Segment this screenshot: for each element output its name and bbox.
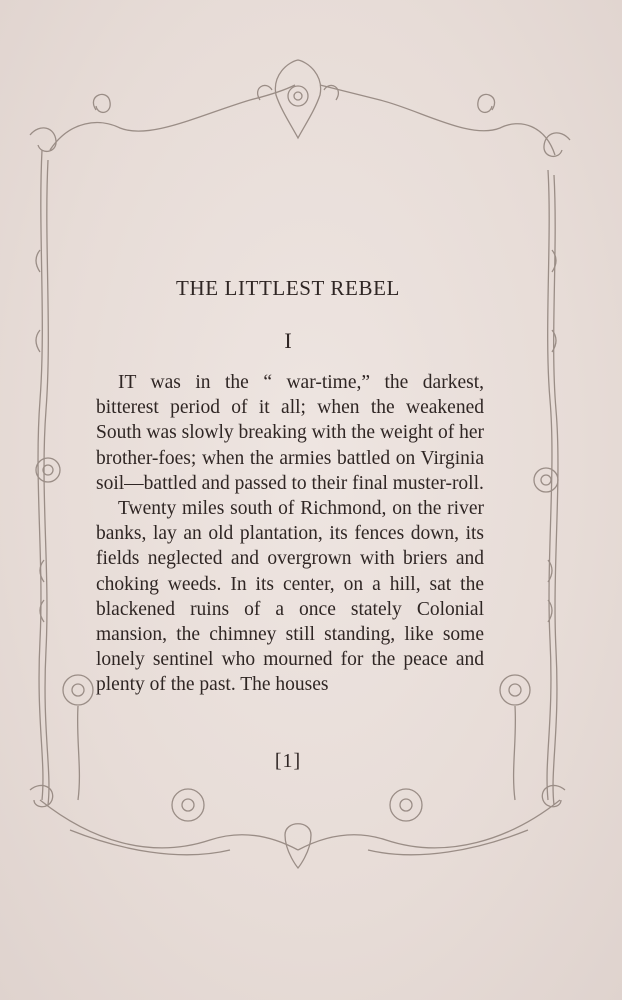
bottom-left-flower (63, 675, 93, 800)
bottom-right-flower (500, 675, 530, 800)
left-rosette (36, 458, 60, 482)
page-number: [1] (274, 750, 302, 772)
body-text (96, 370, 484, 698)
chapter-number: I (284, 328, 292, 353)
paragraph: Twenty miles south of Richmond, on the river banks, lay an old plantation, its fences down, its fields neglected and overgrown with briers and choking weeds. In its center, on a hill, sat the blackened ruins of a once stately Colonial mansion, the chimney still standing, like some lonely sentinel who mourned for the peace and plenty of the past. The houses (96, 498, 484, 696)
top-crest-ornament (258, 60, 339, 138)
top-scrollwork (30, 85, 570, 156)
paragraph: IT was in the “ war-time,” the darkest, bitterest period of it all; when the weakened South was slowly breaking with the weight of her brother-foes; when the armies battled on Virginia soil—battled and passed to their final muster-roll. (96, 372, 484, 494)
bottom-scrollwork (30, 785, 565, 868)
right-border-vine (547, 170, 558, 805)
right-rosette (534, 468, 558, 492)
book-title: THE LITTLEST REBEL (176, 276, 400, 300)
